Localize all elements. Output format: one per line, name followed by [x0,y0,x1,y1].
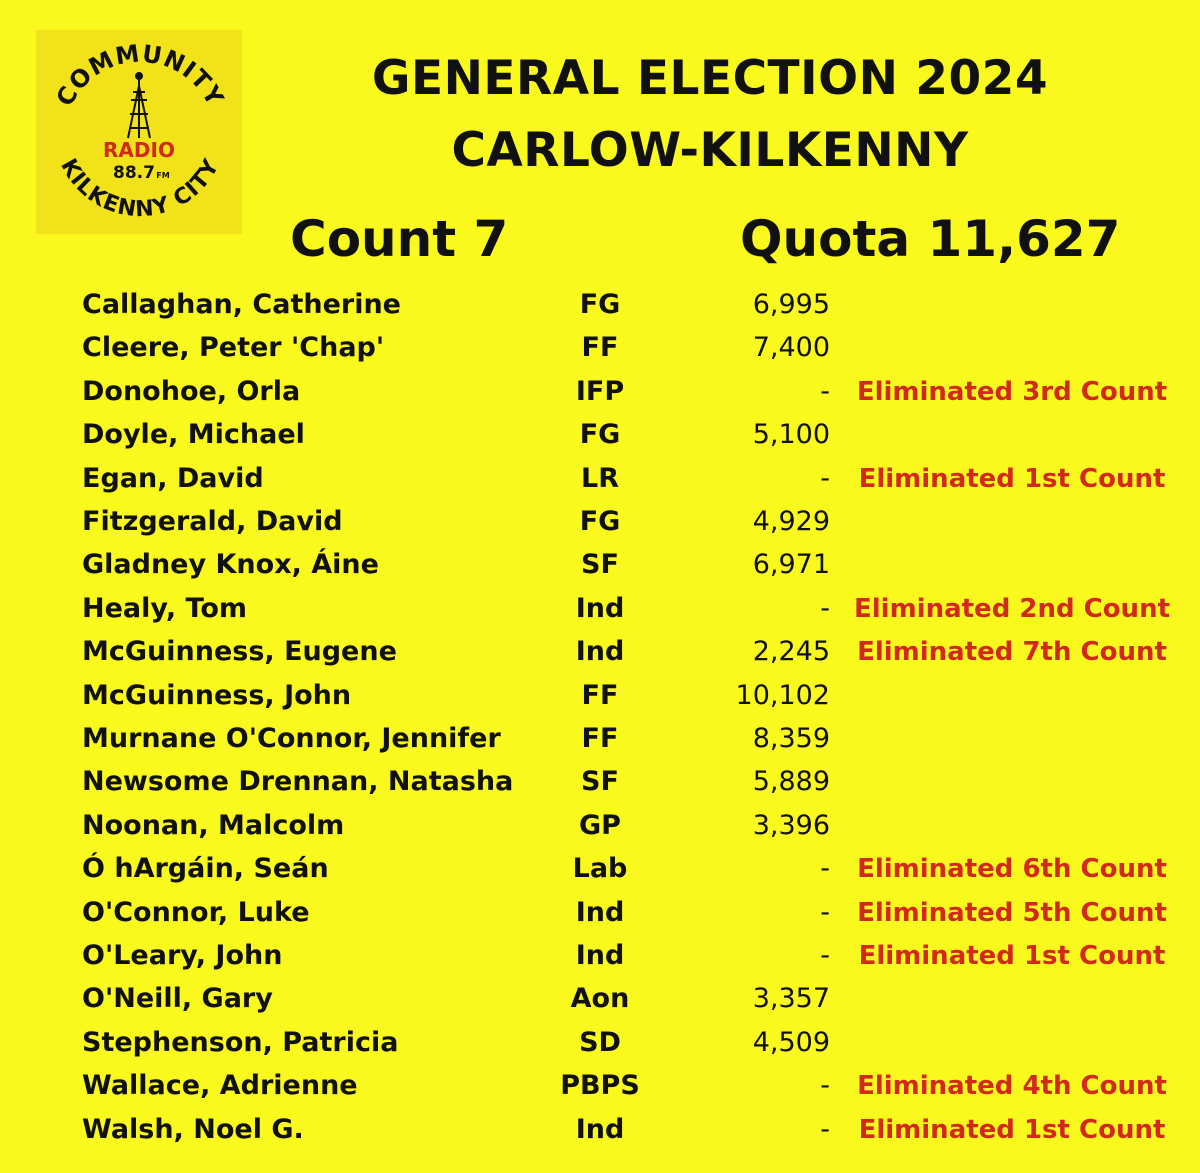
candidate-status: Eliminated 5th Count [857,897,1167,928]
candidate-status: Eliminated 2nd Count [853,593,1171,624]
candidate-votes: - [820,853,830,885]
candidate-status: Eliminated 6th Count [857,854,1167,885]
logo-frequency: 88.7 [113,163,155,183]
radio-logo-graphic [36,30,242,234]
candidate-votes: 6,995 [752,289,830,320]
table-row [0,458,1200,500]
candidate-votes: 5,100 [752,419,830,451]
quota-label: Quota 11,627 [740,210,1121,268]
candidate-votes: 4,509 [752,1026,830,1058]
candidate-party: FF [581,679,619,711]
radio-mast-icon [128,73,150,138]
candidate-name: Healy, Tom [82,592,248,624]
candidate-votes: 3,357 [752,983,830,1015]
candidate-status: Eliminated 4th Count [857,1071,1167,1102]
logo-top-text: COMMUNITY [50,39,230,111]
candidate-name: McGuinness, Eugene [82,636,397,668]
candidate-name: Fitzgerald, David [82,506,343,537]
table-row [0,935,1200,977]
candidate-party: Ind [575,1113,625,1145]
candidate-name: Walsh, Noel G. [82,1113,304,1145]
table-row [0,284,1200,326]
candidate-party: Lab [572,853,628,885]
count-label: Count 7 [290,210,509,268]
candidate-votes: - [820,592,830,624]
candidate-status: Eliminated 7th Count [857,637,1167,668]
candidate-party: SF [581,549,619,581]
table-row [0,1065,1200,1107]
table-row [0,544,1200,586]
candidate-name: Ó hArgáin, Seán [82,853,329,885]
candidate-party: Ind [575,896,625,928]
candidate-votes: 8,359 [752,723,830,754]
logo-fm-text: FM [156,171,170,180]
candidate-party: FG [579,419,621,451]
candidate-votes: - [820,375,830,407]
table-row [0,414,1200,456]
candidate-name: Murnane O'Connor, Jennifer [82,723,501,754]
candidate-name: Noonan, Malcolm [82,809,345,841]
candidate-status: Eliminated 3rd Count [856,376,1168,407]
candidate-party: LR [581,462,619,494]
candidate-status: Eliminated 1st Count [858,941,1166,971]
station-logo [36,30,242,234]
candidate-party: Aon [570,983,630,1015]
candidate-votes: 7,400 [752,332,830,364]
table-row [0,1022,1200,1064]
table-row [0,805,1200,847]
candidate-party: IFP [575,375,625,407]
candidate-party: Ind [575,940,625,971]
logo-radio-text: RADIO [103,138,175,162]
candidate-votes: 6,971 [752,549,830,581]
table-row [0,631,1200,673]
candidate-name: O'Connor, Luke [82,896,310,928]
table-row [0,718,1200,760]
candidate-name: Callaghan, Catherine [82,289,401,320]
table-row [0,675,1200,717]
table-row [0,761,1200,803]
table-row [0,501,1200,543]
candidate-party: FF [581,723,619,754]
candidate-name: Cleere, Peter 'Chap' [82,332,385,364]
candidate-name: Donohoe, Orla [82,375,301,407]
page-title: GENERAL ELECTION 2024 [371,51,1049,106]
table-row [0,978,1200,1020]
table-row [0,848,1200,890]
candidate-name: O'Neill, Gary [82,983,273,1015]
candidate-name: Stephenson, Patricia [82,1026,399,1058]
candidate-votes: 3,396 [752,809,830,841]
candidate-votes: - [820,896,830,928]
table-row [0,892,1200,934]
candidate-party: FG [579,289,621,320]
candidate-name: McGuinness, John [82,679,352,711]
table-row [0,371,1200,413]
table-row [0,588,1200,630]
candidate-party: SD [579,1026,621,1058]
candidate-party: FF [581,332,619,364]
candidate-party: GP [579,809,621,841]
candidate-status: Eliminated 1st Count [858,1114,1166,1145]
logo-bottom-text: KILKENNY CITY [55,154,225,223]
candidate-party: Ind [575,592,625,624]
candidate-name: Newsome Drennan, Natasha [82,766,514,798]
candidate-party: Ind [575,636,625,668]
candidate-name: Doyle, Michael [82,419,305,451]
candidate-party: FG [579,506,621,537]
candidate-status: Eliminated 1st Count [858,463,1166,494]
candidate-name: Gladney Knox, Áine [82,549,379,581]
candidate-party: PBPS [560,1070,640,1102]
candidate-name: Egan, David [82,462,264,494]
candidate-votes: 5,889 [752,766,830,798]
table-row [0,327,1200,369]
candidate-votes: 10,102 [735,679,830,711]
candidate-votes: - [820,1070,830,1102]
candidate-votes: 2,245 [752,636,830,668]
candidate-votes: - [820,940,830,971]
candidate-name: O'Leary, John [82,940,283,971]
constituency-title: CARLOW-KILKENNY [451,123,969,178]
candidate-votes: - [820,462,830,494]
table-row [0,1109,1200,1151]
candidate-name: Wallace, Adrienne [82,1070,358,1102]
candidate-votes: 4,929 [752,506,830,537]
candidate-votes: - [820,1113,830,1145]
candidate-party: SF [581,766,619,798]
